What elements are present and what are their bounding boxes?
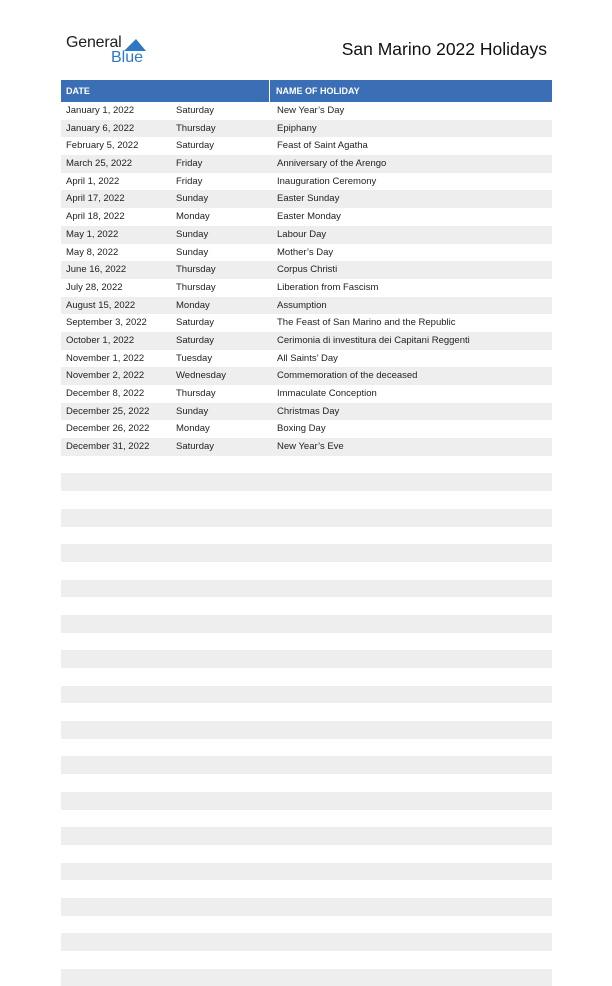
table-row	[61, 244, 552, 262]
date-cell: June 16, 2022	[66, 264, 127, 276]
date-cell: July 28, 2022	[66, 281, 123, 293]
date-cell	[61, 916, 171, 934]
date-cell	[61, 527, 171, 545]
weekday-cell	[171, 650, 272, 668]
holiday-name-cell	[272, 933, 552, 951]
holiday-name-cell: Cerimonia di investitura dei Capitani Reggenti	[277, 334, 470, 346]
table-row	[61, 456, 552, 474]
holiday-name-cell	[272, 880, 552, 898]
holiday-name-cell	[272, 473, 552, 491]
holiday-name-cell	[272, 650, 552, 668]
table-row	[61, 120, 552, 138]
date-cell	[61, 473, 171, 491]
table-row	[61, 703, 552, 721]
weekday-cell: Saturday	[176, 105, 215, 116]
holiday-name-cell: Epiphany	[277, 122, 317, 134]
weekday-cell	[171, 863, 272, 881]
weekday-cell	[171, 562, 272, 580]
date-cell	[61, 863, 171, 881]
weekday-cell: Monday	[176, 211, 210, 223]
holiday-name-cell	[272, 544, 552, 562]
holiday-name-cell	[272, 898, 552, 916]
date-cell: May 8, 2022	[66, 246, 119, 258]
table-row	[61, 827, 552, 845]
table-row	[61, 137, 552, 155]
table-row	[61, 969, 552, 986]
date-cell: April 18, 2022	[66, 211, 125, 223]
table-row	[61, 774, 552, 792]
weekday-cell	[171, 739, 272, 757]
date-cell: December 31, 2022	[66, 441, 150, 453]
holiday-name-cell: Boxing Day	[277, 423, 326, 435]
date-cell: April 1, 2022	[66, 175, 120, 187]
table-row	[61, 367, 552, 385]
holiday-name-cell	[272, 739, 552, 757]
table-row	[61, 491, 552, 509]
weekday-cell: Sunday	[176, 405, 209, 417]
table-row	[61, 650, 552, 668]
weekday-cell	[171, 916, 272, 934]
weekday-cell	[171, 827, 272, 845]
table-row	[61, 756, 552, 774]
holiday-name-cell	[272, 969, 552, 986]
table-row	[61, 686, 552, 704]
table-row	[61, 350, 552, 368]
table-row	[61, 261, 552, 279]
holiday-name-cell: New Year’s Eve	[277, 441, 344, 453]
date-cell	[61, 615, 171, 633]
table-row	[61, 898, 552, 916]
date-cell: January 1, 2022	[66, 105, 135, 116]
weekday-cell: Monday	[176, 423, 210, 435]
weekday-cell	[171, 969, 272, 986]
table-row	[61, 314, 552, 332]
weekday-cell: Thursday	[176, 264, 216, 276]
holiday-name-cell	[272, 686, 552, 704]
date-cell	[61, 756, 171, 774]
holiday-name-cell	[272, 527, 552, 545]
holiday-name-cell	[272, 756, 552, 774]
table-row	[61, 473, 552, 491]
date-cell: September 3, 2022	[66, 317, 147, 329]
table-row	[61, 155, 552, 173]
date-cell	[61, 721, 171, 739]
table-row	[61, 863, 552, 881]
holiday-name-cell	[272, 863, 552, 881]
holiday-name-cell	[272, 721, 552, 739]
holiday-name-cell	[272, 951, 552, 969]
table-row	[61, 845, 552, 863]
date-cell	[61, 562, 171, 580]
weekday-cell	[171, 898, 272, 916]
holiday-name-cell: The Feast of San Marino and the Republic	[277, 317, 456, 329]
weekday-cell: Tuesday	[176, 352, 213, 364]
weekday-cell: Friday	[176, 175, 203, 187]
table-row	[61, 668, 552, 686]
date-cell	[61, 951, 171, 969]
weekday-cell: Sunday	[176, 228, 209, 240]
date-cell	[61, 827, 171, 845]
table-row	[61, 102, 552, 120]
holiday-name-cell: Corpus Christi	[277, 264, 338, 276]
date-cell	[61, 456, 171, 474]
holiday-table	[61, 80, 552, 986]
date-cell	[61, 703, 171, 721]
table-row	[61, 916, 552, 934]
generalblue-logo	[66, 34, 156, 68]
holiday-name-cell	[272, 580, 552, 598]
table-row	[61, 173, 552, 191]
weekday-cell: Saturday	[176, 441, 215, 453]
date-cell	[61, 739, 171, 757]
table-row	[61, 633, 552, 651]
date-cell	[61, 597, 171, 615]
weekday-cell: Monday	[176, 299, 210, 311]
holiday-name-cell	[272, 827, 552, 845]
holiday-name-cell	[272, 774, 552, 792]
weekday-cell	[171, 880, 272, 898]
weekday-cell: Wednesday	[176, 370, 226, 382]
weekday-cell	[171, 580, 272, 598]
holiday-name-cell	[272, 491, 552, 509]
weekday-cell	[171, 615, 272, 633]
date-cell	[61, 650, 171, 668]
date-cell: August 15, 2022	[66, 299, 136, 311]
date-cell: March 25, 2022	[66, 158, 133, 170]
date-cell	[61, 880, 171, 898]
weekday-cell	[171, 473, 272, 491]
weekday-cell: Sunday	[176, 193, 209, 205]
table-row	[61, 190, 552, 208]
holiday-name-cell: Inauguration Ceremony	[277, 175, 377, 187]
table-row	[61, 792, 552, 810]
weekday-cell	[171, 756, 272, 774]
date-cell	[61, 969, 171, 986]
table-row	[61, 544, 552, 562]
date-cell	[61, 544, 171, 562]
header-date: DATE	[61, 80, 270, 102]
holiday-name-cell	[272, 615, 552, 633]
table-row	[61, 951, 552, 969]
table-row	[61, 438, 552, 456]
weekday-cell: Saturday	[176, 317, 215, 329]
date-cell	[61, 580, 171, 598]
table-row	[61, 332, 552, 350]
weekday-cell	[171, 527, 272, 545]
weekday-cell	[171, 491, 272, 509]
holiday-name-cell	[272, 562, 552, 580]
table-row	[61, 721, 552, 739]
holiday-name-cell: Christmas Day	[277, 405, 340, 417]
date-cell: December 25, 2022	[66, 405, 150, 417]
weekday-cell	[171, 845, 272, 863]
holiday-name-cell	[272, 792, 552, 810]
date-cell	[61, 774, 171, 792]
weekday-cell	[171, 633, 272, 651]
weekday-cell	[171, 810, 272, 828]
holiday-name-cell	[272, 509, 552, 527]
holiday-name-cell	[272, 456, 552, 474]
table-row	[61, 597, 552, 615]
holiday-name-cell	[272, 845, 552, 863]
table-row	[61, 580, 552, 598]
date-cell	[61, 633, 171, 651]
weekday-cell	[171, 686, 272, 704]
table-row	[61, 810, 552, 828]
date-cell: April 17, 2022	[66, 193, 125, 205]
weekday-cell: Thursday	[176, 281, 216, 293]
holiday-name-cell	[272, 597, 552, 615]
date-cell: February 5, 2022	[66, 140, 139, 152]
holiday-name-cell: Anniversary of the Arengo	[277, 158, 387, 170]
weekday-cell: Sunday	[176, 246, 209, 258]
holiday-name-cell: Labour Day	[277, 228, 327, 240]
table-row	[61, 420, 552, 438]
holiday-name-cell: New Year’s Day	[277, 105, 345, 116]
date-cell: November 1, 2022	[66, 352, 145, 364]
date-cell: January 6, 2022	[66, 122, 135, 134]
weekday-cell	[171, 774, 272, 792]
weekday-cell	[171, 456, 272, 474]
holiday-name-cell: All Saints’ Day	[277, 352, 338, 364]
table-row	[61, 385, 552, 403]
table-row	[61, 279, 552, 297]
page-title: San Marino 2022 Holidays	[341, 39, 547, 59]
table-row	[61, 208, 552, 226]
logo-text-general: General	[66, 34, 122, 51]
holiday-name-cell	[272, 668, 552, 686]
date-cell: November 2, 2022	[66, 370, 145, 382]
date-cell: May 1, 2022	[66, 228, 119, 240]
weekday-cell	[171, 597, 272, 615]
table-row	[61, 509, 552, 527]
holiday-name-cell	[272, 810, 552, 828]
holiday-name-cell: Mother’s Day	[277, 246, 334, 258]
weekday-cell: Saturday	[176, 334, 215, 346]
holiday-name-cell: Liberation from Fascism	[277, 281, 379, 293]
weekday-cell	[171, 792, 272, 810]
table-body	[61, 102, 552, 986]
date-cell: December 8, 2022	[66, 388, 145, 399]
weekday-cell	[171, 933, 272, 951]
table-row	[61, 562, 552, 580]
table-row	[61, 297, 552, 315]
date-cell	[61, 491, 171, 509]
date-cell	[61, 509, 171, 527]
weekday-cell: Thursday	[176, 122, 216, 134]
table-row	[61, 226, 552, 244]
date-cell	[61, 933, 171, 951]
logo-text-blue: Blue	[111, 49, 144, 66]
holiday-name-cell: Easter Monday	[277, 211, 341, 223]
holiday-name-cell: Immaculate Conception	[277, 388, 377, 399]
date-cell	[61, 898, 171, 916]
date-cell: October 1, 2022	[66, 334, 135, 346]
weekday-cell	[171, 509, 272, 527]
table-row	[61, 615, 552, 633]
holiday-name-cell: Assumption	[277, 299, 327, 311]
weekday-cell	[171, 544, 272, 562]
holiday-name-cell: Feast of Saint Agatha	[277, 140, 368, 152]
holiday-name-cell	[272, 916, 552, 934]
table-row	[61, 527, 552, 545]
table-row	[61, 739, 552, 757]
table-row	[61, 933, 552, 951]
header-holiday-name: NAME OF HOLIDAY	[276, 86, 360, 96]
table-header	[61, 80, 552, 102]
holiday-name-cell: Commemoration of the deceased	[277, 370, 418, 382]
table-row	[61, 403, 552, 421]
holiday-name-cell	[272, 633, 552, 651]
weekday-cell: Saturday	[176, 140, 215, 152]
date-cell	[61, 845, 171, 863]
table-row	[61, 880, 552, 898]
holiday-name-cell: Easter Sunday	[277, 193, 340, 205]
weekday-cell	[171, 721, 272, 739]
weekday-cell: Thursday	[176, 388, 216, 399]
date-cell	[61, 792, 171, 810]
date-cell: December 26, 2022	[66, 423, 150, 435]
weekday-cell: Friday	[176, 158, 203, 170]
weekday-cell	[171, 703, 272, 721]
date-cell	[61, 810, 171, 828]
holiday-name-cell	[272, 703, 552, 721]
date-cell	[61, 686, 171, 704]
weekday-cell	[171, 951, 272, 969]
weekday-cell	[171, 668, 272, 686]
date-cell	[61, 668, 171, 686]
